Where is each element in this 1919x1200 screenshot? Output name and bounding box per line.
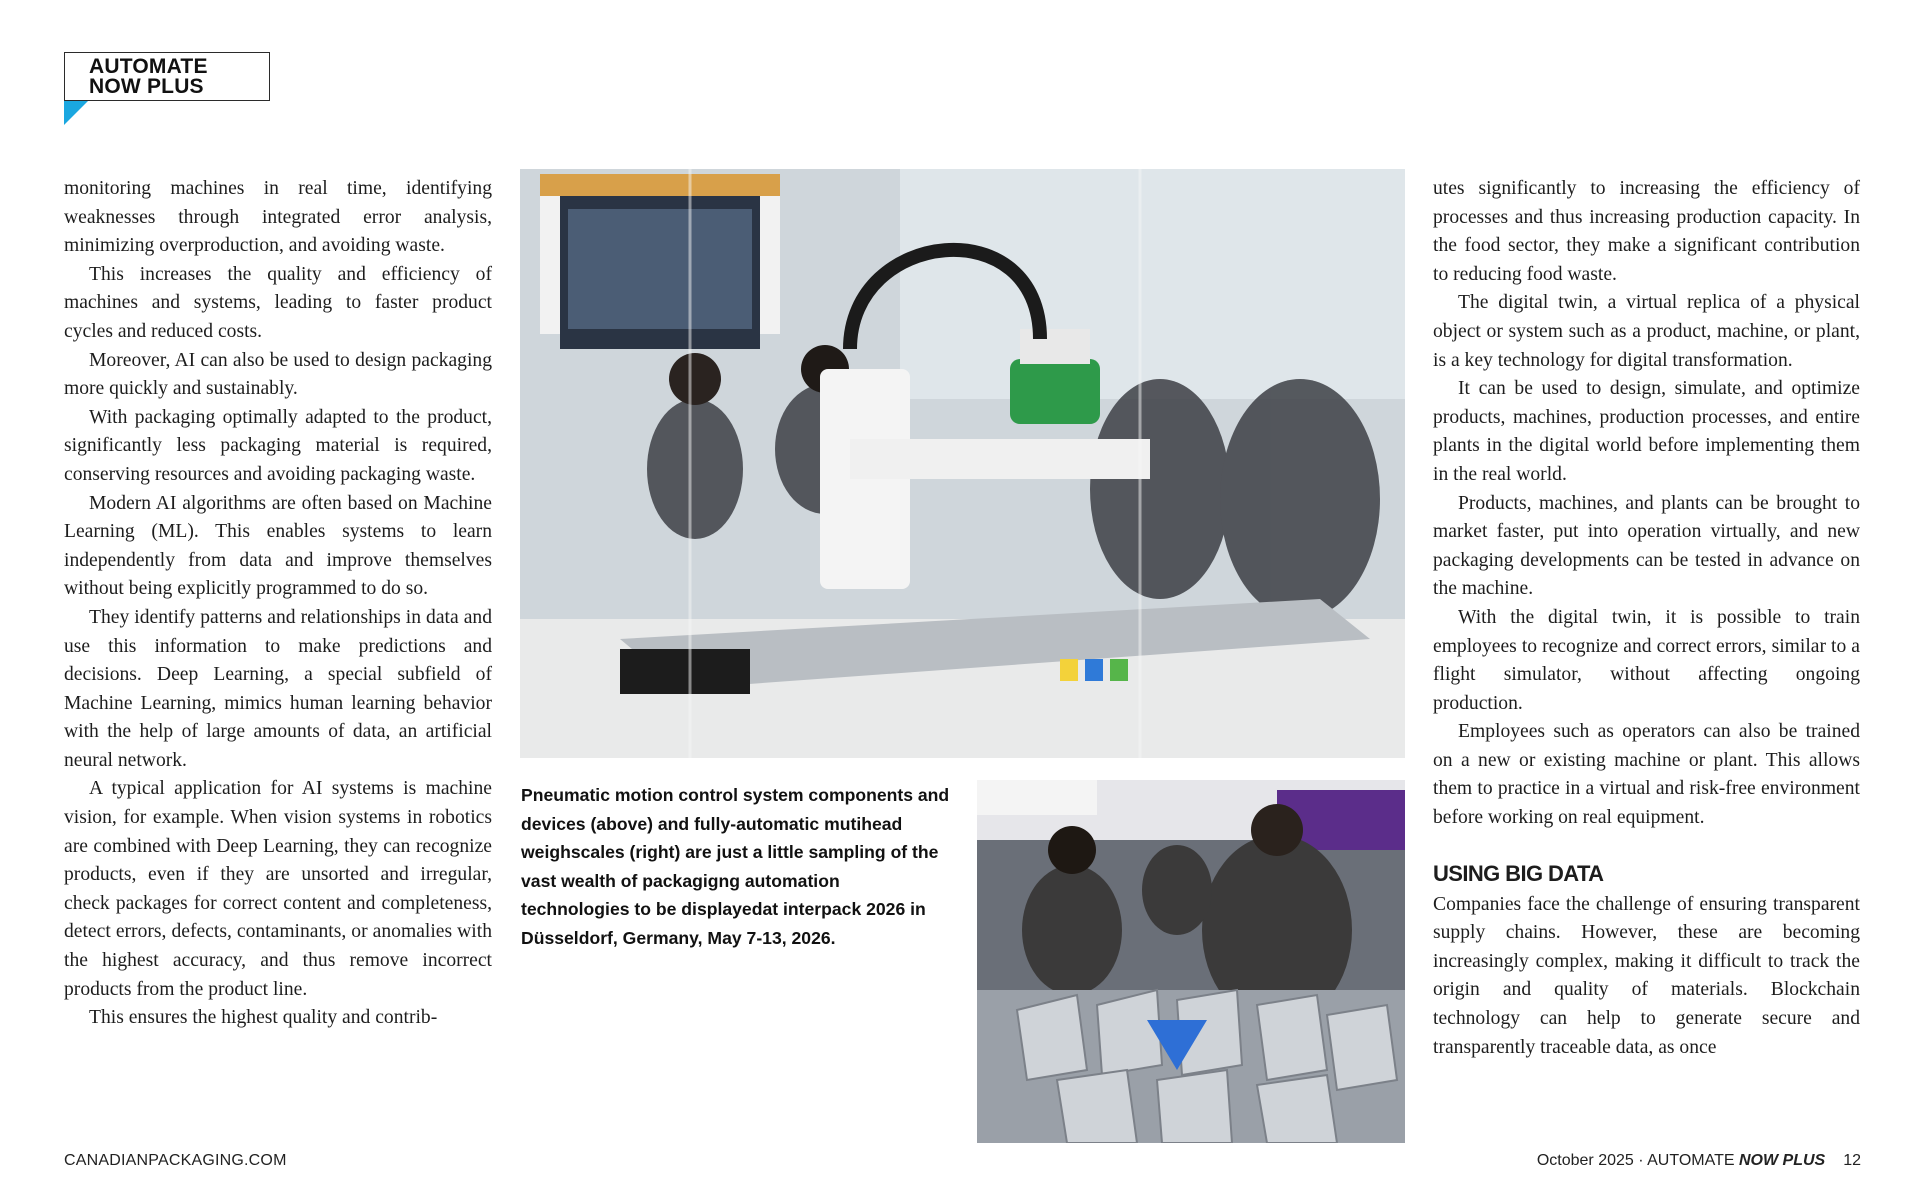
- footer-issue-info: [1537, 1152, 1861, 1170]
- right-paragraph: With the digital twin, it is possible to train employees to recognize and correct errors, similar to a flight simulator, without affecting ongoing production.: [1433, 606, 1860, 714]
- left-paragraph: Moreover, AI can also be used to design packaging more quickly and sustainably.: [64, 349, 492, 400]
- right-paragraph: Companies face the challenge of ensuring transparent supply chains. However, these are becoming increasingly complex, making it difficult to track the origin and quality of materials. Blockchain technology can help to generate secure and transparently traceable data, as once: [1433, 893, 1860, 1058]
- left-paragraph: They identify patterns and relationships in data and use this information to make predictions and decisions. Deep Learning, a special subfield of Machine Learning, mimics human learning behavior with the help of large amounts of data, an artificial neural network.: [64, 606, 492, 771]
- right-paragraph: Employees such as operators can also be trained on a new or existing machine or plant. This allows them to practice in a virtual and risk-free environment before working on real equipment.: [1433, 721, 1860, 829]
- page-number: 12: [1843, 1152, 1861, 1169]
- right-text-column: [1433, 175, 1860, 1062]
- photo-caption: Pneumatic motion control system components and devices (above) and fully-automatic mutihead weighscales (right) are just a little sampling of the vast wealth of packagigng automation technologies to be displayedat interpack 2026 in Düsseldorf, Germany, May 7-13, 2026.: [521, 785, 950, 948]
- badge-line-2: NOW PLUS: [89, 75, 204, 98]
- section-subheading: USING BIG DATA: [1433, 860, 1604, 886]
- weighscale-photo: [977, 780, 1405, 1143]
- right-paragraph: Products, machines, and plants can be brought to market faster, put into operation virtually, and new packaging developments can be tested in advance on the machine.: [1433, 492, 1860, 600]
- badge-corner-accent: [64, 101, 88, 125]
- left-paragraph: monitoring machines in real time, identifying weaknesses through integrated error analysis, minimizing overproduction, and avoiding waste.: [64, 178, 492, 257]
- right-paragraph: The digital twin, a virtual replica of a physical object or system such as a product, machine, or plant, is a key technology for digital transformation.: [1433, 292, 1860, 371]
- left-paragraph: This increases the quality and efficiency of machines and systems, leading to faster product cycles and reduced costs.: [64, 263, 492, 342]
- footer-brand: NOW PLUS: [1738, 1152, 1826, 1169]
- left-paragraph: A typical application for AI systems is machine vision, for example. When vision systems in robotics are combined with Deep Learning, they can recognize products, even if they are unsorted and irregular, check packages for correct content and completeness, detect errors, defects, contaminants, or anomalies with the highest accuracy, and thus remove incorrect products from the product line.: [64, 778, 492, 1000]
- left-paragraph: Modern AI algorithms are often based on Machine Learning (ML). This enables systems to learn independently from data and improve themselves without being explicitly programmed to do so.: [64, 492, 492, 600]
- footer-site-url: CANADIANPACKAGING.COM: [64, 1152, 287, 1169]
- right-paragraph: It can be used to design, simulate, and optimize products, machines, production processes, and entire plants in the digital world before implementing them in the real world.: [1433, 378, 1860, 485]
- footer-issue: October 2025 · AUTOMATE: [1536, 1152, 1739, 1169]
- publication-badge: [64, 52, 270, 101]
- left-paragraph: This ensures the highest quality and contrib-: [89, 1007, 438, 1029]
- badge-line-1: AUTOMATE: [89, 55, 208, 78]
- right-paragraph: utes significantly to increasing the efficiency of processes and thus increasing production capacity. In the food sector, they make a significant contribution to reducing food waste.: [1433, 178, 1860, 285]
- left-paragraph: With packaging optimally adapted to the product, significantly less packaging material is required, conserving resources and avoiding packaging waste.: [64, 406, 492, 485]
- robot-demo-photo: [520, 169, 1405, 758]
- left-text-column: [64, 175, 492, 1033]
